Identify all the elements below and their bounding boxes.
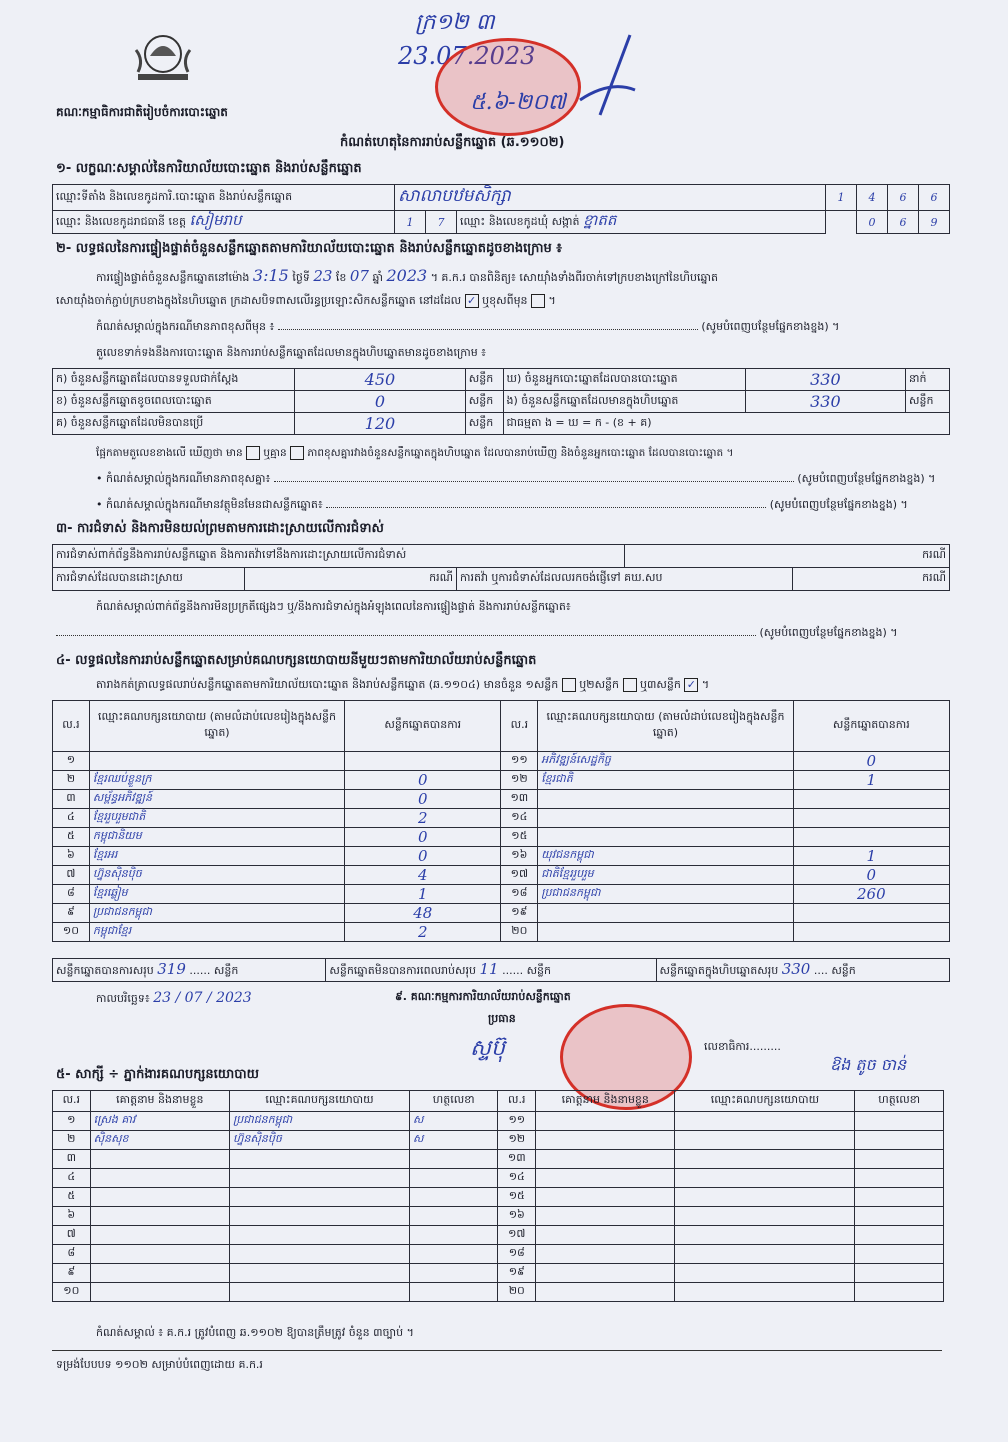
figures-intro: តួលេខទាក់ទងនឹងការបោះឆ្នោត និងការរាប់សន្លឹកឆ្នោតដែលមានក្នុងហិបឆ្នោតមានដូចខាងក្រោម ៖ (96, 346, 487, 359)
has-difference-checkbox[interactable] (246, 446, 260, 460)
table-row: ៦ ១៦ (53, 1207, 944, 1226)
col-sig: ហត្ថលេខា (409, 1091, 497, 1112)
doc-title: កំណត់ហេតុនៃការរាប់សន្លឹកឆ្នោត (ឆ.១១០២) (340, 135, 565, 150)
table-row: ៤ ខ្មែររួបរួមជាតិ 2 ១៤ (53, 809, 950, 828)
code-digit: 7 (426, 211, 457, 234)
code-digit: 1 (826, 185, 857, 211)
table-row: ៥ កម្ពុជានិយម 0 ១៥ (53, 828, 950, 847)
objection-unit: ករណី (624, 545, 949, 568)
figure-value: 120 (295, 413, 466, 435)
handwritten-stamp-date: ៥.៦-២០៧ (470, 90, 566, 115)
location-value: សាលាបឋមសិក្សា (395, 185, 826, 211)
col-name: គោត្តនាម និងនាមខ្លួន (536, 1091, 675, 1112)
total-in-box: សន្លឹកឆ្នោតក្នុងហិបឆ្នោតសរុប 330 .... សន្លឹក (656, 959, 950, 982)
total-invalid: សន្លឹកឆ្នោតមិនបានការពេលរាប់សរុប 11 ...... សន្លឹក (326, 959, 656, 982)
table-row: ១ ស្រេង គាវ ប្រជាជនកម្ពុជា ស ១១ (53, 1112, 944, 1131)
code-digit: 6 (919, 185, 950, 211)
figure-value: 0 (295, 391, 466, 413)
objection-label: ការជំទាស់ពាក់ព័ន្ធនឹងការរាប់សន្លឹកឆ្នោត និងការតវ៉ាទៅនឹងការដោះស្រាយលើការជំទាស់ (53, 545, 625, 568)
col-name: គោត្តនាម និងនាមខ្លួន (90, 1091, 229, 1112)
col-no: ល.រ (53, 701, 90, 752)
figure-label: គ) ចំនួនសន្លឹកឆ្នោតដែលមិនបានប្រើ (53, 413, 295, 435)
commune-label: ឈ្មោះ និងលេខកូដឃុំ សង្កាត់ ខ្នាតត (457, 211, 826, 234)
col-no: ល.រ (498, 1091, 536, 1112)
table-row: ៥ ១៥ (53, 1188, 944, 1207)
table-row: ៩ ១៩ (53, 1264, 944, 1283)
code-digit: 6 (888, 211, 919, 234)
figure-label: ក) ចំនួនសន្លឹកឆ្នោតដែលបានទទួលជាក់ស្តែង (53, 369, 295, 391)
results-table (52, 700, 950, 942)
verification-paragraph: ការផ្ទៀងផ្ទាត់ចំនួនសន្លឹកឆ្នោតនៅម៉ោង 3:15 ថ្ងៃទី 23 ខែ 07 ឆ្នាំ 2023 ។ គ.ក.រ បានពិនិត្យ៖ សោយ៉ាំងទាំងពីរចាក់ទៅក្របខាងក្រៅនៃហិបឆ្នោត (96, 266, 718, 285)
section1-table (52, 184, 950, 234)
province-label: ឈ្មោះ និងលេខកូដរាជធានី ខេត្ត សៀមរាប (53, 211, 395, 234)
section5-title: ៥- សាក្សី ÷ ភ្នាក់ងារគណបក្សនយោបាយ (56, 1067, 259, 1082)
table-row: ១០ កម្ពុជាខ្មែរ 2 ២០ (53, 923, 950, 942)
time-value: 3:15 (252, 266, 289, 285)
difference-paragraph: ផ្អែកតាមតួលេខខាងលើ ឃើញថា មាន ឬគ្មាន ភាពខុសគ្នារវាងចំនួនសន្លឹកឆ្នោតក្នុងហិបឆ្នោត ដែលបានរាប់ឃើញ និងចំនួនអ្នកបោះឆ្នោត ដែលបានបោះឆ្នោត ។ (96, 447, 734, 459)
col-sig: ហត្ថលេខា (855, 1091, 944, 1112)
one-sheet-checkbox[interactable] (562, 678, 576, 692)
irregularity-note: កំណត់សម្គាល់ពាក់ព័ន្ធនឹងការមិនប្រក្រតីផ្សេងៗ ឬ/និងការជំទាស់ក្នុងអំឡុងពេលនៃការផ្ទៀងផ្ទាត់ និងការរាប់សន្លឹកឆ្នោត៖ (96, 600, 571, 613)
committee-label: ៩. គណៈកម្មការការិយាល័យរាប់សន្លឹកឆ្នោត (395, 990, 571, 1003)
col-party: ឈ្មោះគណបក្សនយោបាយ (តាមលំដាប់លេខរៀងក្នុងសន្លឹកឆ្នោត) (538, 701, 793, 752)
forwarded-label: ការតវ៉ា ឬការជំទាស់ដែលលរកចង់ផ្ញើទៅ គឃ.សប (457, 568, 793, 591)
commune-value: ខ្នាតត (583, 211, 617, 229)
section4-title: ៤- លទ្ធផលនៃការរាប់សន្លឹកឆ្នោតសម្រាប់គណបក្សនយោបាយនីមួយៗតាមការិយាល័យរាប់សន្លឹកឆ្នោត (56, 653, 537, 668)
forwarded-unit: ករណី (793, 568, 950, 591)
objections-table (52, 544, 950, 591)
section1-title: ១- លក្ខណៈសម្គាល់នៃការិយាល័យបោះឆ្នោត និងរាប់សន្លឹកឆ្នោត (56, 161, 362, 176)
col-no: ល.រ (53, 1091, 91, 1112)
witness-table (52, 1090, 944, 1302)
completion-date: កាលបរិច្ឆេទ៖ 23 / 07 / 2023 (96, 990, 252, 1006)
resolved-label: ការជំទាស់ដែលបានដោះស្រាយ (53, 568, 245, 591)
chief-signature: ស្ទប៊ុ (470, 1036, 505, 1061)
formula-note: ជាធម្មតា ង = ឃ = ក - (ខ + គ) (503, 413, 949, 435)
secretary-signature: ឱង តូច ចាន់ (830, 1055, 907, 1074)
figure-label: ខ) ចំនួនសន្លឹកឆ្នោតខូចពេលបោះឆ្នោត (53, 391, 295, 413)
irregularity-note-line: (សូមបំពេញបន្ថែមផ្នែកខាងខ្នង) ។ (56, 626, 946, 642)
tally-sheets-intro: តារាងកត់ត្រាលទ្ធផលរាប់សន្លឹកឆ្នោតតាមការិយាល័យបោះឆ្នោត និងរាប់សន្លឹកឆ្នោត (ឆ.១១០៤) មានចំនួន ១សន្លឹក ឬ២សន្លឹក ឬ៣សន្លឹក ✓ ។ (96, 678, 710, 691)
handwritten-code: ក្រ១២ ៣ (415, 10, 495, 35)
secretary-label: លេខាធិការ......... (704, 1040, 781, 1053)
section2-title: ២- លទ្ធផលនៃការផ្ទៀងផ្ទាត់ចំនួនសន្លឹកឆ្នោតតាមការិយាល័យបោះឆ្នោត និងរាប់សន្លឹកឆ្នោតដូចខាងក្រោម ៖ (56, 241, 562, 256)
signature-top (570, 30, 650, 123)
figure-unit: សន្លឹក (465, 369, 503, 391)
figures-table (52, 368, 950, 435)
table-row: ៩ ប្រជាជនកម្ពុជា 48 ១៩ (53, 904, 950, 923)
figure-label: ង) ចំនួនសន្លឹកឆ្នោតដែលមានក្នុងហិបឆ្នោត (503, 391, 745, 413)
code-digit: 9 (919, 211, 950, 234)
no-difference-checkbox[interactable] (290, 446, 304, 460)
footnote: កំណត់សម្គាល់ ៖ គ.ក.រ ត្រូវបំពេញ ឆ.១១០២ ឱ្យបានត្រឹមត្រូវ ចំនួន ៣ច្បាប់ ។ (96, 1326, 414, 1339)
location-label: ឈ្មោះទីតាំង និងលេខកូដការិ.បោះឆ្នោត និងរាប់សន្លឹកឆ្នោត (53, 185, 395, 211)
three-sheets-checkbox[interactable]: ✓ (684, 678, 698, 692)
figure-unit: សន្លឹក (465, 413, 503, 435)
figure-value: 330 (745, 391, 905, 413)
col-no: ល.រ (501, 701, 538, 752)
province-value: សៀមរាប (189, 211, 242, 229)
table-row: ៧ ហ្វ៊ុនស៊ិនប៉ិច 4 ១៧ ជាតិខ្មែររួបរួម 0 (53, 866, 950, 885)
table-row: ៣ សម្ព័ន្ធអភិវឌ្ឍន៍ 0 ១៣ (53, 790, 950, 809)
section3-title: ៣- ការជំទាស់ និងការមិនយល់ព្រមតាមការដោះស្រាយលើការជំទាស់ (56, 521, 384, 536)
emblem-seal (130, 30, 196, 88)
bullet-note-1: • កំណត់សម្គាល់ក្នុងករណីមានភាពខុសគ្នា៖ (សូមបំពេញបន្ថែមផ្នែកខាងខ្នង) ។ (96, 472, 936, 485)
table-row: ១ ១១ អភិវឌ្ឍន៍សេដ្ឋកិច្ច 0 (53, 752, 950, 771)
figure-value: 450 (295, 369, 466, 391)
total-valid: សន្លឹកឆ្នោតបានការសរុប 319 ...... សន្លឹក (53, 959, 326, 982)
table-row: ៧ ១៧ (53, 1226, 944, 1245)
code-digit: 1 (395, 211, 426, 234)
code-digit: 4 (857, 185, 888, 211)
figure-unit: សន្លឹក (465, 391, 503, 413)
table-row: ១០ ២០ (53, 1283, 944, 1302)
col-votes: សន្លឹកឆ្នោតបានការ (793, 701, 949, 752)
table-row: ២ ស៊ិនសុខ ហ្វ៊ុនស៊ិនប៉ិច ស ១២ (53, 1131, 944, 1150)
col-votes: សន្លឹកឆ្នោតបានការ (345, 701, 501, 752)
figure-unit: នាក់ (906, 369, 950, 391)
different-checkbox[interactable] (531, 294, 545, 308)
same-checkbox[interactable]: ✓ (465, 294, 479, 308)
footer-divider (52, 1350, 942, 1351)
resolved-unit: ករណី (245, 568, 457, 591)
table-row: ៣ ១៣ (53, 1150, 944, 1169)
code-digit: 0 (857, 211, 888, 234)
seal-paragraph: សោយ៉ាំងចាក់ភ្ជាប់ក្របខាងក្នុងនៃហិបឆ្នោត ក្រដាសបិទពាសលើរន្ធប្រឡោះសិកសន្លឹកឆ្នោត នៅដដែល ✓ ឬខុសពីមុន ។ (56, 294, 556, 307)
table-row: ៨ ១៨ (53, 1245, 944, 1264)
org-name: គណៈកម្មាធិការជាតិរៀបចំការបោះឆ្នោត (56, 105, 228, 119)
col-party: ឈ្មោះគណបក្សនយោបាយ (229, 1091, 409, 1112)
difference-note: កំណត់សម្គាល់ក្នុងករណីមានភាពខុសពីមុន ៖ (សូមបំពេញបន្ថែមផ្នែកខាងខ្នង) ។ (96, 320, 840, 333)
bullet-note-2: • កំណត់សម្គាល់ក្នុងករណីមានវត្ថុមិនមែនជាសន្លឹកឆ្នោត៖ (សូមបំពេញបន្ថែមផ្នែកខាងខ្នង) ។ (96, 498, 908, 511)
totals-row (52, 958, 950, 982)
col-party: ឈ្មោះគណបក្សនយោបាយ (តាមលំដាប់លេខរៀងក្នុងសន្លឹកឆ្នោត) (89, 701, 344, 752)
handwritten-date: 23.07.2023 (398, 42, 536, 70)
form-footer: ទម្រង់បែបបទ ១១០២ សម្រាប់បំពេញដោយ គ.ក.រ (56, 1358, 263, 1371)
red-stamp-top (435, 38, 581, 136)
table-row: ៦ ខ្មែរអរ 0 ១៦ យុវជនកម្ពុជា 1 (53, 847, 950, 866)
figure-label: ឃ) ចំនួនអ្នកបោះឆ្នោតដែលបានបោះឆ្នោត (503, 369, 745, 391)
col-party: ឈ្មោះគណបក្សនយោបាយ (675, 1091, 855, 1112)
figure-value: 330 (745, 369, 905, 391)
figure-unit: សន្លឹក (906, 391, 950, 413)
table-row: ៨ ខ្មែរឆ្លៀម 1 ១៨ ប្រជាជនកម្ពុជា 260 (53, 885, 950, 904)
two-sheets-checkbox[interactable] (623, 678, 637, 692)
table-row: ២ ខ្មែរឈប់ខ្លួនក្រ 0 ១២ ខ្មែរជាតិ 1 (53, 771, 950, 790)
chief-label: ប្រធាន (488, 1012, 516, 1025)
table-row: ៤ ១៤ (53, 1169, 944, 1188)
code-digit: 6 (888, 185, 919, 211)
